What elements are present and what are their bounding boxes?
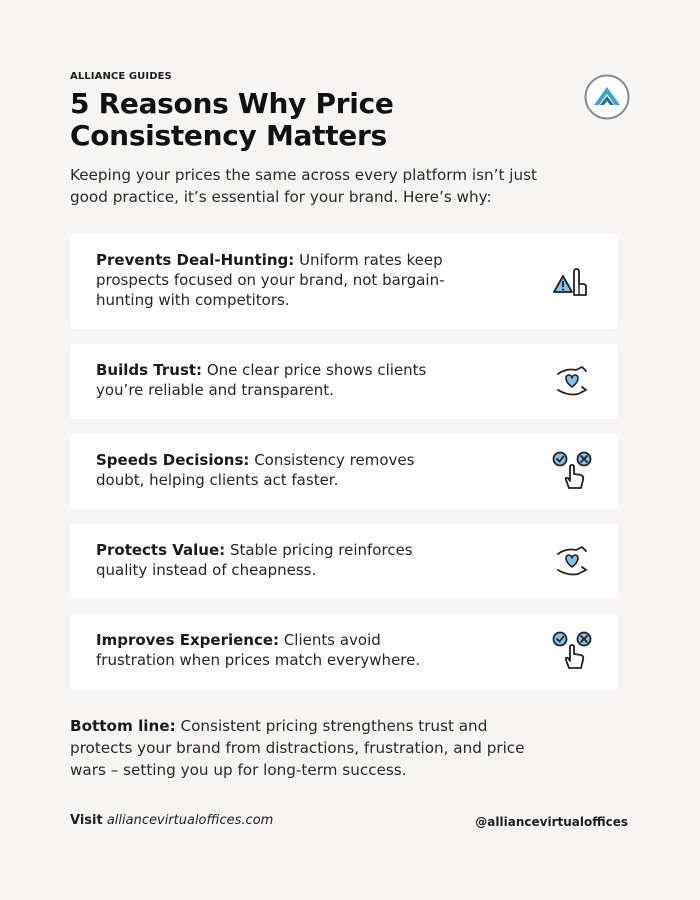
intro-text: Keeping your prices the same across every platform isn’t just good practice, it’s essential for your brand. Here’s why: bbox=[70, 166, 537, 206]
visit-label: Visit bbox=[70, 813, 103, 828]
reason-card bbox=[70, 524, 618, 599]
reason-text bbox=[96, 630, 456, 670]
bottom-line-text: Consistent pricing strengthens trust and protects your brand from distractions, frustration, and price wars – setting you up for long-term success. bbox=[70, 717, 525, 779]
reason-description: Stable pricing reinforces quality instead of cheapness. bbox=[96, 541, 413, 579]
reason-title: Improves Experience: bbox=[96, 631, 280, 649]
reason-description: One clear price shows clients you’re reliable and transparent. bbox=[96, 361, 427, 399]
reason-text bbox=[96, 540, 456, 580]
bottom-line-label: Bottom line: bbox=[70, 717, 176, 735]
reason-text bbox=[96, 360, 456, 400]
reason-title: Speeds Decisions: bbox=[96, 451, 250, 469]
heart-hands-icon bbox=[550, 540, 594, 584]
footer-visit bbox=[70, 813, 273, 828]
check-cross-pointer-icon bbox=[550, 450, 594, 494]
reason-title: Prevents Deal-Hunting: bbox=[96, 251, 295, 269]
check-cross-pointer-icon bbox=[550, 630, 594, 674]
page-title: 5 Reasons Why Price Consistency Matters bbox=[70, 87, 394, 152]
reason-card bbox=[70, 344, 618, 419]
reason-card bbox=[70, 434, 618, 509]
social-handle[interactable]: @alliancevirtualoffices bbox=[475, 815, 628, 829]
reason-description: Clients avoid frustration when prices match everywhere. bbox=[96, 631, 421, 669]
reason-description: Uniform rates keep prospects focused on your brand, not bargain-hunting with competitors. bbox=[96, 251, 445, 309]
reason-card bbox=[70, 614, 618, 690]
reason-card bbox=[70, 234, 618, 329]
warning-hand-icon bbox=[550, 260, 594, 304]
reason-title: Protects Value: bbox=[96, 541, 226, 559]
reason-title: Builds Trust: bbox=[96, 361, 203, 379]
alliance-mountain-logo-icon bbox=[584, 74, 630, 120]
heart-hands-icon bbox=[550, 360, 594, 404]
bottom-line bbox=[70, 715, 530, 781]
website-link[interactable]: alliancevirtualoffices.com bbox=[106, 813, 274, 828]
reason-text bbox=[96, 250, 456, 310]
brand-label: ALLIANCE GUIDES bbox=[70, 71, 172, 82]
reason-text bbox=[96, 450, 456, 490]
reason-description: Consistency removes doubt, helping clients act faster. bbox=[96, 451, 415, 489]
